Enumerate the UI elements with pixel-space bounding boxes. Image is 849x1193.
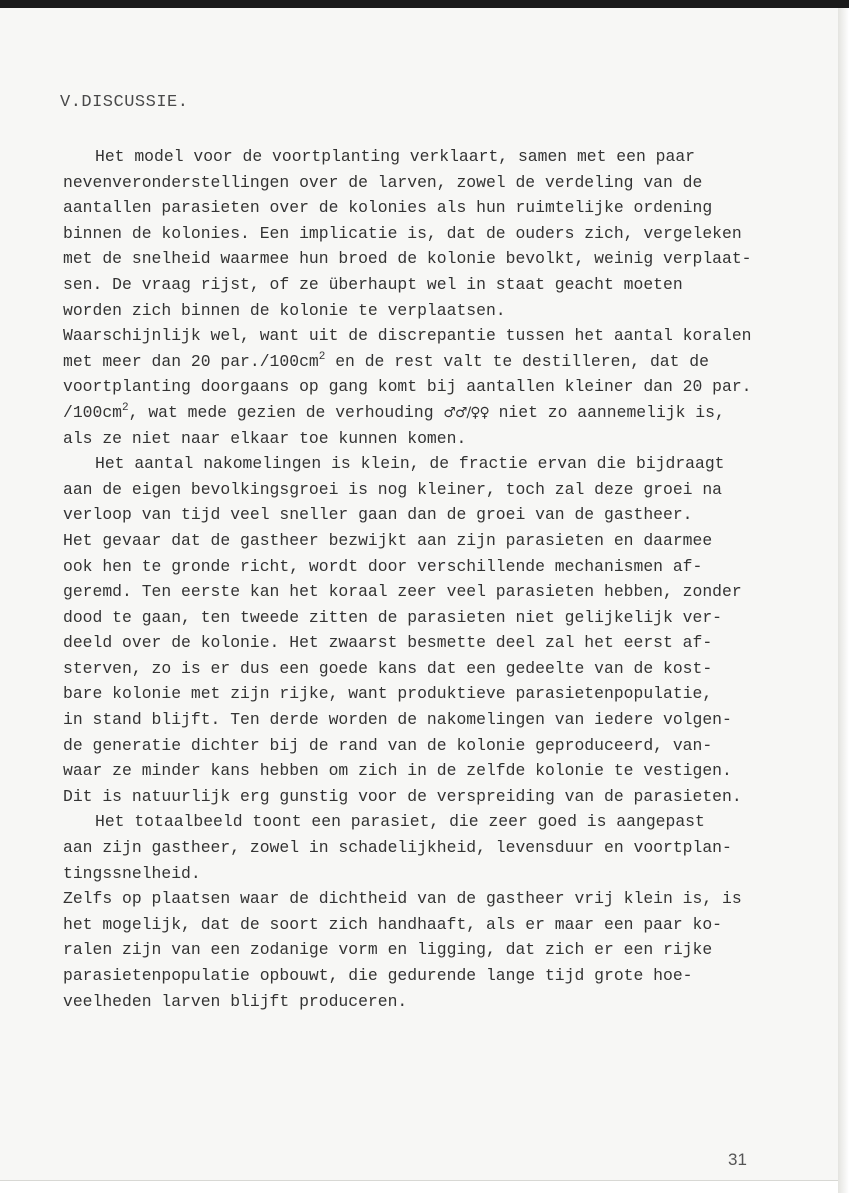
page-number: 31: [728, 1150, 747, 1169]
text-line: in stand blijft. Ten derde worden de nakomelingen van iedere volgen-: [63, 710, 732, 730]
text-line: veelheden larven blijft produceren.: [63, 991, 408, 1011]
text-line: ook hen te gronde richt, wordt door verschillende mechanismen af-: [63, 556, 703, 576]
sex-ratio-symbol: ♂♂/♀♀: [443, 404, 489, 421]
text-line: Waarschijnlijk wel, want uit de discrepantie tussen het aantal koralen: [63, 326, 752, 346]
text-line: sterven, zo is er dus een goede kans dat een gedeelte van de kost-: [63, 658, 713, 678]
text-line: Dit is natuurlijk erg gunstig voor de verspreiding van de parasieten.: [63, 786, 742, 806]
text-line: sen. De vraag rijst, of ze überhaupt wel in staat geacht moeten: [63, 274, 683, 294]
text-line: met de snelheid waarmee hun broed de kolonie bevolkt, weinig verplaat-: [63, 249, 752, 269]
text-line: nevenveronderstellingen over de larven, zowel de verdeling van de: [63, 172, 703, 192]
text-line: Het model voor de voortplanting verklaart, samen met een paar: [95, 147, 695, 166]
superscript: 2: [318, 350, 326, 363]
text-line: aantallen parasieten over de kolonies als hun ruimtelijke ordening: [63, 198, 713, 218]
text-fragment: en de rest valt te destilleren, dat de: [325, 351, 709, 371]
text-line: Het totaalbeeld toont een parasiet, die zeer goed is aangepast: [95, 812, 705, 832]
text-line: het mogelijk, dat de soort zich handhaaft, als er maar een paar ko-: [63, 914, 723, 934]
text-line: verloop van tijd veel sneller gaan dan de groei van de gastheer.: [63, 505, 693, 525]
text-line: dood te gaan, ten tweede zitten de parasieten niet gelijkelijk ver-: [63, 607, 723, 627]
text-fragment: met meer dan 20 par./100cm: [63, 351, 319, 371]
text-line: aan de eigen bevolkingsgroei is nog kleiner, toch zal deze groei na: [63, 479, 723, 499]
scan-top-border: [0, 0, 849, 8]
text-line: Het gevaar dat de gastheer bezwijkt aan zijn parasieten en daarmee: [63, 530, 713, 550]
text-line: worden zich binnen de kolonie te verplaatsen.: [63, 300, 506, 320]
text-line: als ze niet naar elkaar toe kunnen komen.: [63, 428, 467, 448]
text-fragment: , wat mede gezien de verhouding: [128, 402, 444, 422]
text-line: waar ze minder kans hebben om zich in de zelfde kolonie te vestigen.: [63, 761, 732, 781]
text-fragment: niet zo aannemelijk is,: [488, 402, 725, 422]
text-line: Het aantal nakomelingen is klein, de fractie ervan die bijdraagt: [95, 454, 725, 474]
text-line: de generatie dichter bij de rand van de kolonie geproduceerd, van-: [63, 735, 713, 755]
text-line: tingssnelheid.: [63, 863, 201, 883]
text-line: geremd. Ten eerste kan het koraal zeer veel parasieten hebben, zonder: [63, 582, 742, 602]
body-text: [63, 144, 783, 1014]
section-heading: V.DISCUSSIE.: [60, 93, 189, 112]
text-line: deeld over de kolonie. Het zwaarst besmette deel zal het eerst af-: [63, 633, 713, 653]
text-line: binnen de kolonies. Een implicatie is, dat de ouders zich, vergeleken: [63, 223, 742, 243]
text-line: aan zijn gastheer, zowel in schadelijkheid, levensduur en voortplan-: [63, 838, 732, 858]
text-line: voortplanting doorgaans op gang komt bij aantallen kleiner dan 20 par.: [63, 377, 752, 397]
text-line: [63, 400, 783, 426]
text-line: parasietenpopulatie opbouwt, die gedurende lange tijd grote hoe-: [63, 966, 693, 985]
superscript: 2: [122, 401, 129, 414]
text-line: [63, 349, 783, 375]
text-line: Zelfs op plaatsen waar de dichtheid van de gastheer vrij klein is, is: [63, 889, 742, 909]
page-edge: [838, 8, 849, 1193]
text-fragment: /100cm: [63, 402, 123, 422]
text-line: bare kolonie met zijn rijke, want produktieve parasietenpopulatie,: [63, 684, 713, 704]
text-line: ralen zijn van een zodanige vorm en ligging, dat zich er een rijke: [63, 940, 713, 960]
